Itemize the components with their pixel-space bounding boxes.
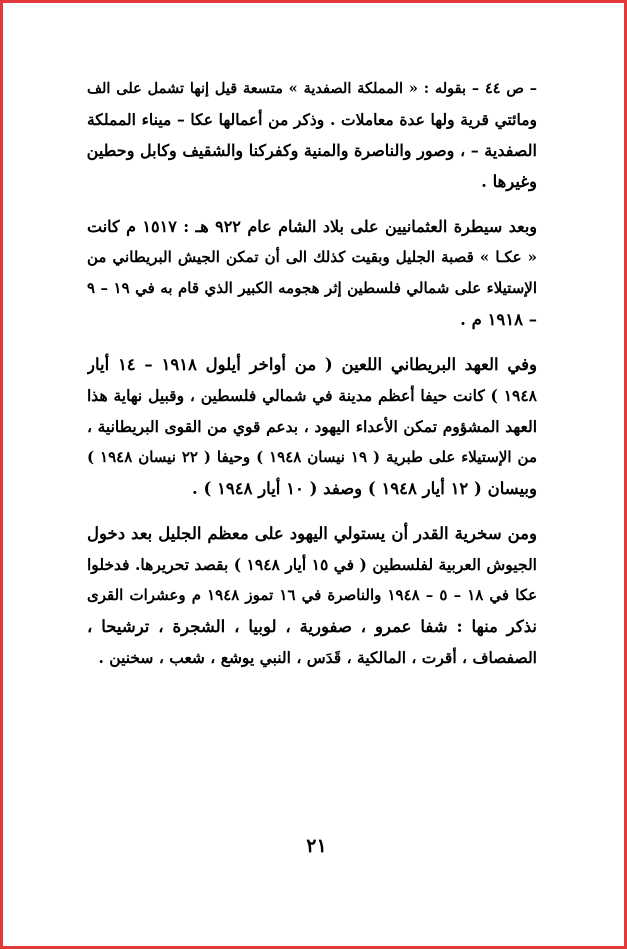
text-line: وبعد سيطرة العثمانيين على بلاد الشام عام ٩٢٢ هـ : ١٥١٧ م كانت — [87, 217, 537, 236]
text-line: الصفدية – ، وصور والناصرة والمنية وكفركنا والشقيف وكابل وحطين — [87, 141, 537, 160]
text-line: عكا في ١٨ – ٥ – ١٩٤٨ والناصرة في ١٦ تموز ١٩٤٨ م وعشرات القرى — [87, 586, 537, 604]
text-line: من الإستيلاء على طبرية ( ١٩ نيسان ١٩٤٨ ) وحيفا ( ٢٢ نيسان ١٩٤٨ ) — [87, 448, 537, 466]
body-text — [87, 73, 537, 687]
paragraph-1 — [87, 73, 537, 197]
text-line: ١٩٤٨ ) كانت حيفا أعظم مدينة في شمالي فلسطين ، وقبيل نهاية هذا — [87, 386, 537, 405]
text-line: نذكر منها : شفا عمرو ، صفورية ، لوبيا ، الشجرة ، ترشيحا ، — [87, 617, 537, 636]
page-number: ٢١ — [306, 835, 327, 857]
text-line: ومائتي قرية ولها عدة معاملات . وذكر من أعمالها عكا – ميناء المملكة — [87, 110, 537, 129]
text-line: العهد المشؤوم تمكن الأعداء اليهود ، بدعم قوي من القوى البريطانية ، — [87, 417, 537, 436]
text-line: – ١٩١٨ م . — [460, 310, 537, 329]
paragraph-4 — [87, 518, 537, 673]
text-line: وفي العهد البريطاني اللعين ( من أواخر أيلول ١٩١٨ – ١٤ أيار — [87, 355, 537, 374]
text-line: الإستيلاء على شمالي فلسطين إثر هجومه الكبير الذي قام به في ١٩ – ٩ — [87, 279, 537, 297]
text-line: « عكـا » قصبة الجليل وبقيت كذلك الى أن تمكن الجيش البريطاني من — [87, 248, 537, 266]
text-line: – ص ٤٤ – بقوله : « المملكة الصفدية » متسعة قيل إنها تشمل على الف — [87, 80, 537, 97]
text-line: ومن سخرية القدر أن يستولي اليهود على معظم الجليل بعد دخول — [87, 524, 537, 543]
text-line: وبيسان ( ١٢ أيار ١٩٤٨ ) وصفد ( ١٠ أيار ١٩٤٨ ) . — [191, 479, 537, 498]
paragraph-3 — [87, 349, 537, 504]
text-line: الجيوش العربية لفلسطين ( في ١٥ أيار ١٩٤٨ ) بقصد تحريرها. فدخلوا — [87, 555, 537, 574]
paragraph-2 — [87, 211, 537, 335]
text-line: الصفصاف ، أقرت ، المالكية ، قَدَس ، النبي يوشع ، شعب ، سخنين . — [98, 648, 537, 667]
text-line: وغيرها . — [481, 172, 537, 191]
